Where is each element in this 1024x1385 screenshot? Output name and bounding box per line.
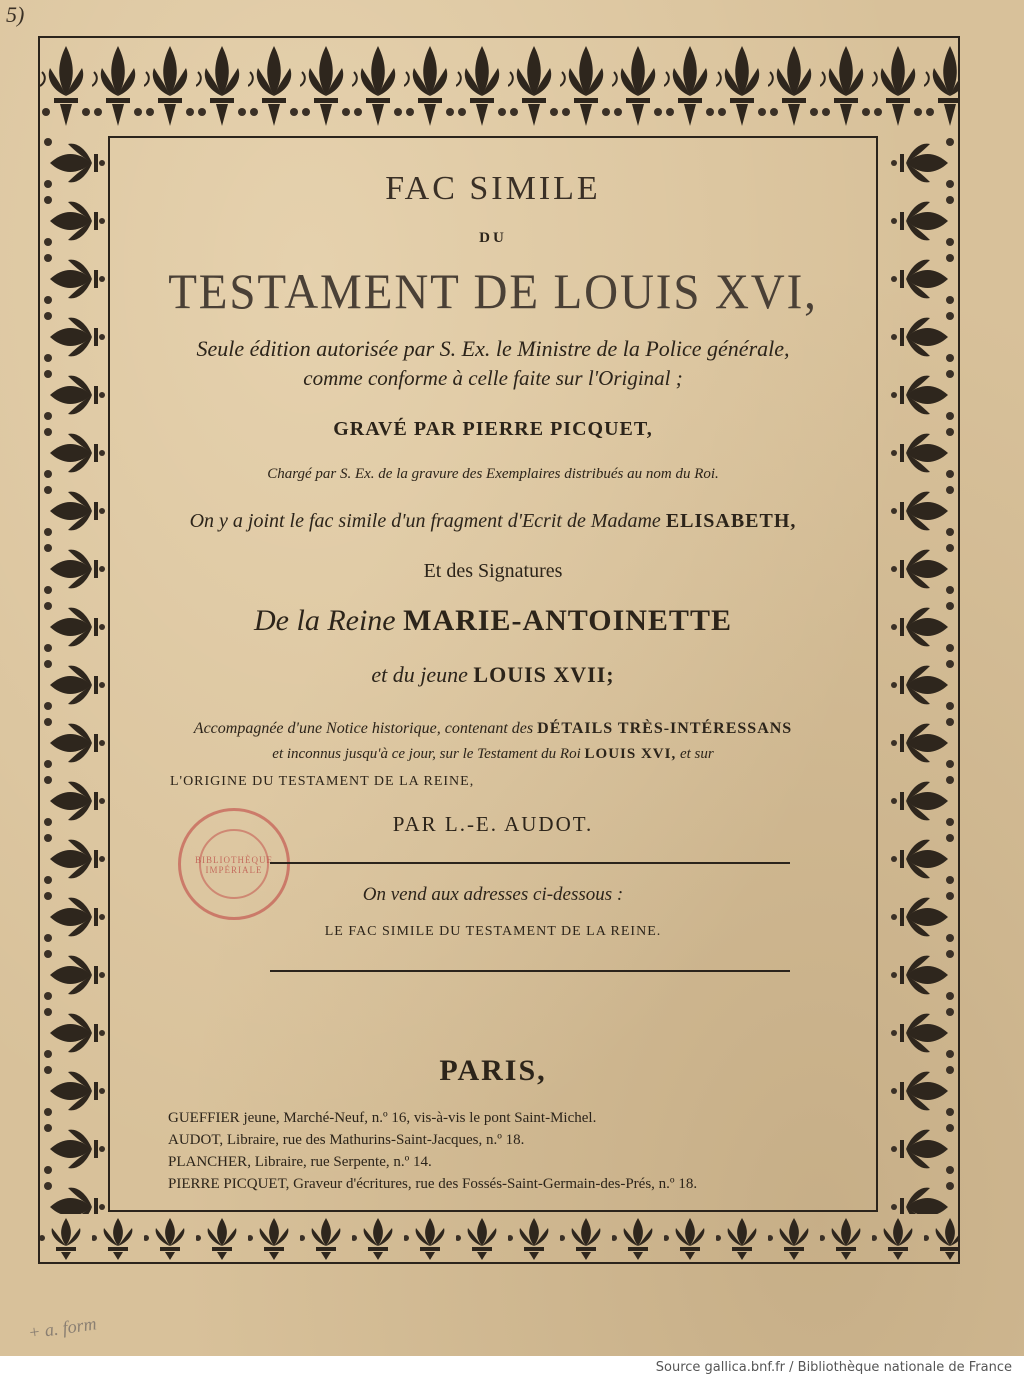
line-grave-par: GRAVÉ PAR PIERRE PICQUET,: [333, 418, 653, 440]
address-name: PLANCHER: [168, 1154, 248, 1170]
address-name: PIERRE PICQUET: [168, 1176, 286, 1192]
address-detail: jeune, Marché-Neuf, n.º 16, vis-à-vis le pont Saint-Michel.: [239, 1110, 597, 1126]
jeune-louis-xvii: LOUIS XVII;: [473, 662, 615, 687]
line-par-audot: PAR L.-E. AUDOT.: [392, 812, 594, 836]
address-line: [168, 1132, 868, 1149]
line-on-y-a-joint: [110, 510, 876, 533]
ornament-band-top: [40, 38, 958, 134]
line-signatures: Et des Signatures: [423, 560, 563, 582]
ornament-band-bottom: [40, 1214, 958, 1262]
source-credit: Source gallica.bnf.fr / Bibliothèque nationale de France: [655, 1360, 1012, 1375]
ornament-band-right: [878, 134, 958, 1214]
title-page-content: [110, 140, 876, 1210]
accomp-details: DÉTAILS TRÈS-INTÉRESSANS: [537, 720, 793, 737]
divider-upper: [270, 862, 790, 864]
line-jeune-louis: [110, 662, 876, 688]
address-line: [168, 1110, 868, 1127]
line-charge-par: Chargé par S. Ex. de la gravure des Exemplaires distribués au nom du Roi.: [267, 466, 719, 482]
city-paris: PARIS,: [439, 1054, 547, 1087]
address-name: AUDOT: [168, 1132, 220, 1148]
address-detail: , Graveur d'écritures, rue des Fossés-Saint-Germain-des-Prés, n.º 18.: [285, 1176, 698, 1192]
address-line: [168, 1176, 868, 1193]
joint-script: On y a joint le fac simile d'un fragment d'Ecrit de Madame: [189, 510, 661, 532]
reine-script: De la Reine: [254, 604, 396, 637]
accomp-script: Accompagnée d'une Notice historique, contenant des: [193, 720, 534, 737]
address-detail: , Libraire, rue Serpente, n.º 14.: [247, 1154, 432, 1170]
line-inconnus: [110, 746, 876, 763]
line-seule-edition: Seule édition autorisée par S. Ex. le Ministre de la Police générale,: [196, 336, 790, 361]
inconnus-end: et sur: [679, 746, 714, 762]
corner-mark: 5): [6, 2, 25, 27]
reine-marie-antoinette: MARIE-ANTOINETTE: [403, 604, 732, 637]
line-on-vend: On vend aux adresses ci-dessous :: [362, 884, 624, 905]
title-fac-simile: FAC SIMILE: [385, 170, 601, 207]
inconnus-louis-xvi: LOUIS XVI,: [584, 746, 677, 762]
pencil-annotation: + a. form: [26, 1313, 98, 1343]
address-name: GUEFFIER: [168, 1110, 240, 1126]
line-fac-simile-reine: LE FAC SIMILE DU TESTAMENT DE LA REINE.: [324, 924, 662, 939]
title-du: DU: [479, 230, 507, 246]
stamp-text: BIBLIOTHÈQUE IMPÉRIALE: [195, 855, 273, 875]
divider-lower: [270, 970, 790, 972]
line-origine: L'ORIGINE DU TESTAMENT DE LA REINE,: [170, 774, 475, 789]
jeune-script: et du jeune: [371, 662, 468, 687]
ornament-band-left: [40, 134, 108, 1214]
line-reine: [110, 604, 876, 638]
address-line: [168, 1154, 868, 1171]
inconnus-script: et inconnus jusqu'à ce jour, sur le Testament du Roi: [272, 746, 581, 762]
line-accompagnee: [110, 720, 876, 738]
line-comme-conforme: comme conforme à celle faite sur l'Original ;: [303, 366, 683, 390]
address-detail: , Libraire, rue des Mathurins-Saint-Jacques, n.º 18.: [219, 1132, 525, 1148]
title-testament: TESTAMENT DE LOUIS XVI,: [168, 263, 818, 319]
joint-elisabeth: ELISABETH,: [665, 510, 797, 532]
